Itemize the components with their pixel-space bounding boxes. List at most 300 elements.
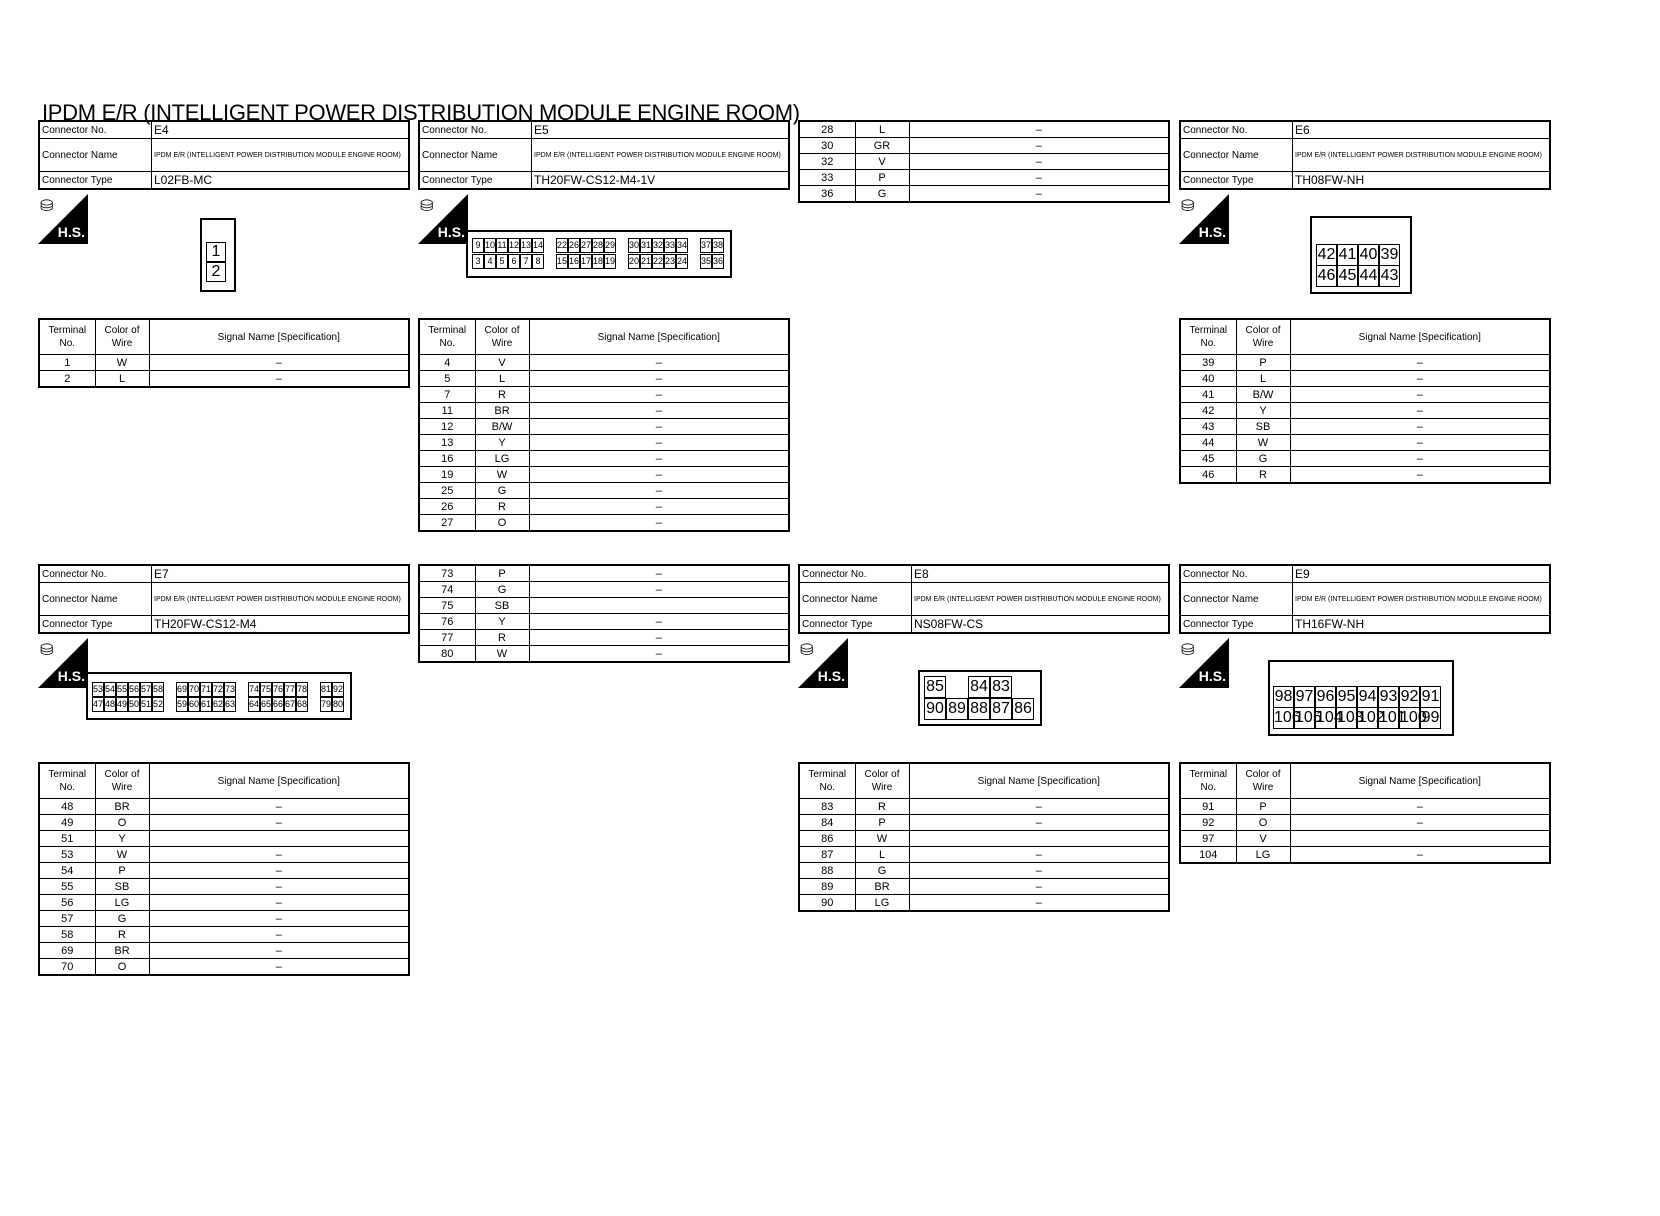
signal-name: [529, 598, 789, 614]
wire-color: LG: [855, 895, 909, 912]
connector-no: E9: [1293, 565, 1551, 583]
pin: 45: [1337, 265, 1358, 287]
hs-label: H.S.: [437, 224, 465, 240]
label-connector-name: Connector Name: [1180, 583, 1293, 616]
terminal-no: 97: [1180, 831, 1236, 847]
terminal-no: 36: [799, 186, 855, 203]
signal-name: –: [1290, 847, 1550, 864]
pin: 77: [284, 682, 296, 697]
terminal-no: 16: [419, 451, 475, 467]
signal-name: –: [149, 863, 409, 879]
signal-name: –: [149, 943, 409, 959]
pin: 30: [628, 238, 640, 253]
pin-row: [1316, 265, 1400, 287]
connector-info-e7: [38, 564, 410, 634]
label-connector-name: Connector Name: [799, 583, 912, 616]
table-row: [39, 895, 409, 911]
signal-name: –: [1290, 467, 1550, 484]
pin: 67: [284, 697, 296, 712]
hs-label: H.S.: [57, 224, 85, 240]
signal-name: –: [149, 815, 409, 831]
connector-icon: ⛁: [1181, 642, 1195, 659]
pin: [946, 676, 968, 696]
signal-name: –: [909, 847, 1169, 863]
wire-color: O: [95, 815, 149, 831]
pin: 74: [248, 682, 260, 697]
terminal-no: 19: [419, 467, 475, 483]
terminal-no: 13: [419, 435, 475, 451]
pin-row: [472, 238, 724, 253]
wire-color: V: [475, 355, 529, 371]
signal-name: –: [1290, 419, 1550, 435]
pin: 35: [700, 254, 712, 269]
wire-color: W: [855, 831, 909, 847]
pin-row: [924, 698, 1034, 720]
wire-color: W: [95, 355, 149, 371]
table-row: [419, 614, 789, 630]
connector-info-e4: [38, 120, 410, 190]
terminal-no: 53: [39, 847, 95, 863]
pin: 47: [92, 697, 104, 712]
pin: 70: [188, 682, 200, 697]
table-row: [39, 831, 409, 847]
signal-name: [149, 831, 409, 847]
pin: 62: [212, 697, 224, 712]
terminal-no: 70: [39, 959, 95, 976]
wire-color: G: [475, 483, 529, 499]
header-color-of-wire: Color of Wire: [475, 319, 529, 355]
table-row: [799, 815, 1169, 831]
table-row: [419, 419, 789, 435]
pin: 87: [990, 698, 1012, 720]
wire-color: Y: [1236, 403, 1290, 419]
pin: 15: [556, 254, 568, 269]
pin: 86: [1012, 698, 1034, 720]
pin: 44: [1358, 265, 1379, 287]
terminal-no: 33: [799, 170, 855, 186]
pin: 24: [676, 254, 688, 269]
hs-label: H.S.: [817, 668, 845, 684]
signal-name: –: [149, 927, 409, 943]
signal-name: –: [1290, 403, 1550, 419]
terminal-table-e8: [798, 762, 1170, 912]
pin: 34: [676, 238, 688, 253]
pin: 89: [946, 698, 968, 720]
harness-side-icon: [418, 194, 468, 244]
label-connector-type: Connector Type: [39, 616, 152, 634]
table-row: [799, 170, 1169, 186]
header-terminal-no: Terminal No.: [39, 319, 95, 355]
header-color-of-wire: Color of Wire: [1236, 763, 1290, 799]
harness-side-icon: [1179, 194, 1229, 244]
pin: 66: [272, 697, 284, 712]
signal-name: –: [1290, 799, 1550, 815]
label-connector-type: Connector Type: [419, 172, 532, 190]
signal-name: –: [529, 387, 789, 403]
wire-color: Y: [95, 831, 149, 847]
hs-label: H.S.: [57, 668, 85, 684]
signal-name: –: [529, 371, 789, 387]
pin: 63: [224, 697, 236, 712]
pin: 49: [116, 697, 128, 712]
terminal-no: 74: [419, 582, 475, 598]
pin-row: [472, 254, 724, 269]
wire-color: B/W: [1236, 387, 1290, 403]
table-row: [419, 565, 789, 582]
header-color-of-wire: Color of Wire: [1236, 319, 1290, 355]
terminal-no: 45: [1180, 451, 1236, 467]
connector-name: IPDM E/R (INTELLIGENT POWER DISTRIBUTION MODULE ENGINE ROOM): [532, 139, 790, 172]
signal-name: –: [529, 646, 789, 663]
wire-color: P: [1236, 355, 1290, 371]
pin: 84: [968, 676, 990, 698]
signal-name: [1290, 831, 1550, 847]
connector-no: E7: [152, 565, 410, 583]
connector-icon: ⛁: [800, 642, 814, 659]
pin: 36: [712, 254, 724, 269]
header-color-of-wire: Color of Wire: [855, 763, 909, 799]
pin: 2: [206, 262, 226, 282]
wire-color: O: [475, 515, 529, 532]
terminal-no: 32: [799, 154, 855, 170]
signal-name: –: [529, 419, 789, 435]
harness-side-icon: [38, 638, 88, 688]
connector-info-e5: [418, 120, 790, 190]
pin: 22: [652, 254, 664, 269]
connector-no: E4: [152, 121, 410, 139]
terminal-no: 90: [799, 895, 855, 912]
terminal-no: 104: [1180, 847, 1236, 864]
header-signal-name: Signal Name [Specification]: [909, 763, 1169, 799]
pin: 48: [104, 697, 116, 712]
wire-color: W: [95, 847, 149, 863]
signal-name: –: [529, 614, 789, 630]
pin: 68: [296, 697, 308, 712]
terminal-no: 41: [1180, 387, 1236, 403]
label-connector-no: Connector No.: [39, 121, 152, 139]
pin: 56: [128, 682, 140, 697]
signal-name: –: [529, 355, 789, 371]
pin: 46: [1316, 265, 1337, 287]
pin: [164, 682, 176, 695]
table-row: [419, 435, 789, 451]
signal-name: –: [909, 895, 1169, 912]
pin: [236, 682, 248, 695]
header-terminal-no: Terminal No.: [799, 763, 855, 799]
terminal-no: 40: [1180, 371, 1236, 387]
terminal-table-e9: [1179, 762, 1551, 864]
pin: 64: [248, 697, 260, 712]
label-connector-name: Connector Name: [39, 139, 152, 172]
signal-name: –: [1290, 451, 1550, 467]
table-row: [1180, 831, 1550, 847]
terminal-no: 48: [39, 799, 95, 815]
terminal-no: 76: [419, 614, 475, 630]
terminal-no: 49: [39, 815, 95, 831]
table-row: [1180, 799, 1550, 815]
signal-name: –: [529, 630, 789, 646]
signal-name: –: [909, 170, 1169, 186]
connector-info-e6: [1179, 120, 1551, 190]
pin: 81: [320, 682, 332, 697]
table-row: [419, 483, 789, 499]
terminal-table-e4: [38, 318, 410, 388]
pin: 33: [664, 238, 676, 253]
signal-name: –: [909, 121, 1169, 138]
table-row: [39, 815, 409, 831]
pin: 43: [1379, 265, 1400, 287]
header-signal-name: Signal Name [Specification]: [149, 319, 409, 355]
signal-name: –: [529, 451, 789, 467]
pin: 18: [592, 254, 604, 269]
pin-row: [1273, 707, 1441, 729]
header-signal-name: Signal Name [Specification]: [529, 319, 789, 355]
table-row: [1180, 403, 1550, 419]
wire-color: BR: [855, 879, 909, 895]
signal-name: –: [529, 499, 789, 515]
table-row: [419, 630, 789, 646]
terminal-no: 2: [39, 371, 95, 388]
pin: 55: [116, 682, 128, 697]
connector-type: TH16FW-NH: [1293, 616, 1551, 634]
pin: 37: [700, 238, 712, 253]
terminal-no: 11: [419, 403, 475, 419]
pin: 95: [1336, 686, 1357, 708]
hs-label: H.S.: [1198, 668, 1226, 684]
pin: [544, 238, 556, 251]
pin: 27: [580, 238, 592, 253]
signal-name: –: [909, 154, 1169, 170]
wire-color: G: [855, 863, 909, 879]
pin: 7: [520, 254, 532, 269]
pin: 42: [1316, 244, 1337, 266]
wire-color: G: [95, 911, 149, 927]
wire-color: R: [855, 799, 909, 815]
pin: 20: [628, 254, 640, 269]
wire-color: R: [1236, 467, 1290, 484]
pin: 99: [1420, 707, 1441, 729]
pin: 72: [212, 682, 224, 697]
signal-name: –: [149, 895, 409, 911]
table-row: [1180, 355, 1550, 371]
table-row: [419, 451, 789, 467]
pin: 41: [1337, 244, 1358, 266]
table-row: [1180, 467, 1550, 484]
pin: 78: [296, 682, 308, 697]
wire-color: Y: [475, 435, 529, 451]
wire-color: P: [1236, 799, 1290, 815]
signal-name: –: [529, 403, 789, 419]
table-row: [419, 582, 789, 598]
pin: 23: [664, 254, 676, 269]
connector-no: E5: [532, 121, 790, 139]
pin: 5: [496, 254, 508, 269]
pin: 17: [580, 254, 592, 269]
table-row: [1180, 815, 1550, 831]
pin: 88: [968, 698, 990, 720]
table-row: [419, 355, 789, 371]
table-row: [419, 387, 789, 403]
pin-row: [206, 242, 226, 282]
label-connector-name: Connector Name: [39, 583, 152, 616]
terminal-no: 88: [799, 863, 855, 879]
pin-row: [1316, 244, 1400, 266]
table-row: [1180, 387, 1550, 403]
signal-name: –: [529, 565, 789, 582]
pin: 69: [176, 682, 188, 697]
pin: 9: [472, 238, 484, 253]
pin: 4: [484, 254, 496, 269]
table-row: [419, 515, 789, 532]
table-row: [39, 863, 409, 879]
table-row: [419, 403, 789, 419]
label-connector-no: Connector No.: [1180, 565, 1293, 583]
pin-row: [92, 697, 344, 712]
pin: 14: [532, 238, 544, 253]
pin: 54: [104, 682, 116, 697]
pin: 92: [332, 682, 344, 697]
signal-name: –: [909, 879, 1169, 895]
pin: [688, 254, 700, 267]
pin: 11: [496, 238, 508, 253]
pin: 102: [1357, 707, 1378, 729]
connector-no: E6: [1293, 121, 1551, 139]
pin: 106: [1273, 707, 1294, 729]
pin: 51: [140, 697, 152, 712]
connector-name: IPDM E/R (INTELLIGENT POWER DISTRIBUTION MODULE ENGINE ROOM): [152, 583, 410, 616]
pin: [164, 697, 176, 710]
pin: [236, 697, 248, 710]
terminal-no: 58: [39, 927, 95, 943]
wire-color: G: [475, 582, 529, 598]
signal-name: –: [529, 467, 789, 483]
signal-name: –: [1290, 355, 1550, 371]
signal-name: –: [909, 799, 1169, 815]
header-signal-name: Signal Name [Specification]: [1290, 319, 1550, 355]
wire-color: LG: [1236, 847, 1290, 864]
terminal-no: 89: [799, 879, 855, 895]
terminal-no: 7: [419, 387, 475, 403]
label-connector-name: Connector Name: [419, 139, 532, 172]
connector-info-e8: [798, 564, 1170, 634]
pin: 3: [472, 254, 484, 269]
pin: 100: [1399, 707, 1420, 729]
pin: 26: [568, 238, 580, 253]
terminal-no: 91: [1180, 799, 1236, 815]
pin: [616, 238, 628, 251]
terminal-no: 1: [39, 355, 95, 371]
connector-icon: ⛁: [40, 198, 54, 215]
terminal-no: 69: [39, 943, 95, 959]
pin: 59: [176, 697, 188, 712]
pin-row: [1273, 686, 1441, 708]
table-row: [799, 799, 1169, 815]
label-connector-name: Connector Name: [1180, 139, 1293, 172]
pin: 98: [1273, 686, 1294, 708]
pin: 13: [520, 238, 532, 253]
terminal-no: 43: [1180, 419, 1236, 435]
terminal-no: 44: [1180, 435, 1236, 451]
wire-color: V: [855, 154, 909, 170]
table-row: [799, 138, 1169, 154]
table-row: [39, 943, 409, 959]
table-row: [39, 927, 409, 943]
hs-label: H.S.: [1198, 224, 1226, 240]
signal-name: –: [909, 186, 1169, 203]
table-row: [39, 799, 409, 815]
pin: 90: [924, 698, 946, 720]
table-row: [799, 154, 1169, 170]
table-row: [799, 847, 1169, 863]
wire-color: L: [475, 371, 529, 387]
harness-side-icon: [1179, 638, 1229, 688]
pin: 79: [320, 697, 332, 712]
pin: 57: [140, 682, 152, 697]
signal-name: [909, 831, 1169, 847]
label-connector-no: Connector No.: [419, 121, 532, 139]
signal-name: –: [529, 435, 789, 451]
terminal-no: 26: [419, 499, 475, 515]
pin-row: [92, 682, 344, 697]
table-row: [39, 879, 409, 895]
pin: 61: [200, 697, 212, 712]
signal-name: –: [909, 138, 1169, 154]
signal-name: –: [149, 847, 409, 863]
pin: 19: [604, 254, 616, 269]
label-connector-type: Connector Type: [799, 616, 912, 634]
terminal-no: 77: [419, 630, 475, 646]
terminal-no: 5: [419, 371, 475, 387]
connector-name: IPDM E/R (INTELLIGENT POWER DISTRIBUTION MODULE ENGINE ROOM): [912, 583, 1170, 616]
pin: [544, 254, 556, 267]
signal-name: –: [909, 863, 1169, 879]
wire-color: V: [1236, 831, 1290, 847]
connector-info-e9: [1179, 564, 1551, 634]
harness-side-icon: [38, 194, 88, 244]
table-row: [419, 371, 789, 387]
pin: 65: [260, 697, 272, 712]
signal-name: –: [529, 515, 789, 532]
signal-name: –: [149, 355, 409, 371]
terminal-no: 12: [419, 419, 475, 435]
terminal-table-e5b: [798, 120, 1170, 203]
connector-type: TH20FW-CS12-M4-1V: [532, 172, 790, 190]
pin: 91: [1420, 686, 1441, 708]
wire-color: L: [1236, 371, 1290, 387]
table-row: [1180, 435, 1550, 451]
pin: 58: [152, 682, 164, 697]
table-row: [39, 959, 409, 976]
wire-color: LG: [475, 451, 529, 467]
terminal-no: 75: [419, 598, 475, 614]
terminal-no: 57: [39, 911, 95, 927]
wire-color: R: [95, 927, 149, 943]
wire-color: L: [855, 121, 909, 138]
header-color-of-wire: Color of Wire: [95, 763, 149, 799]
connector-name: IPDM E/R (INTELLIGENT POWER DISTRIBUTION MODULE ENGINE ROOM): [1293, 139, 1551, 172]
terminal-no: 80: [419, 646, 475, 663]
pin: 22: [556, 238, 568, 253]
signal-name: –: [149, 911, 409, 927]
page-title: IPDM E/R (INTELLIGENT POWER DISTRIBUTION MODULE ENGINE ROOM): [42, 100, 800, 125]
harness-side-icon: [798, 638, 848, 688]
table-row: [419, 598, 789, 614]
label-connector-type: Connector Type: [39, 172, 152, 190]
connector-type: NS08FW-CS: [912, 616, 1170, 634]
connector-icon: ⛁: [40, 642, 54, 659]
pin: 16: [568, 254, 580, 269]
pin: 85: [924, 676, 946, 698]
